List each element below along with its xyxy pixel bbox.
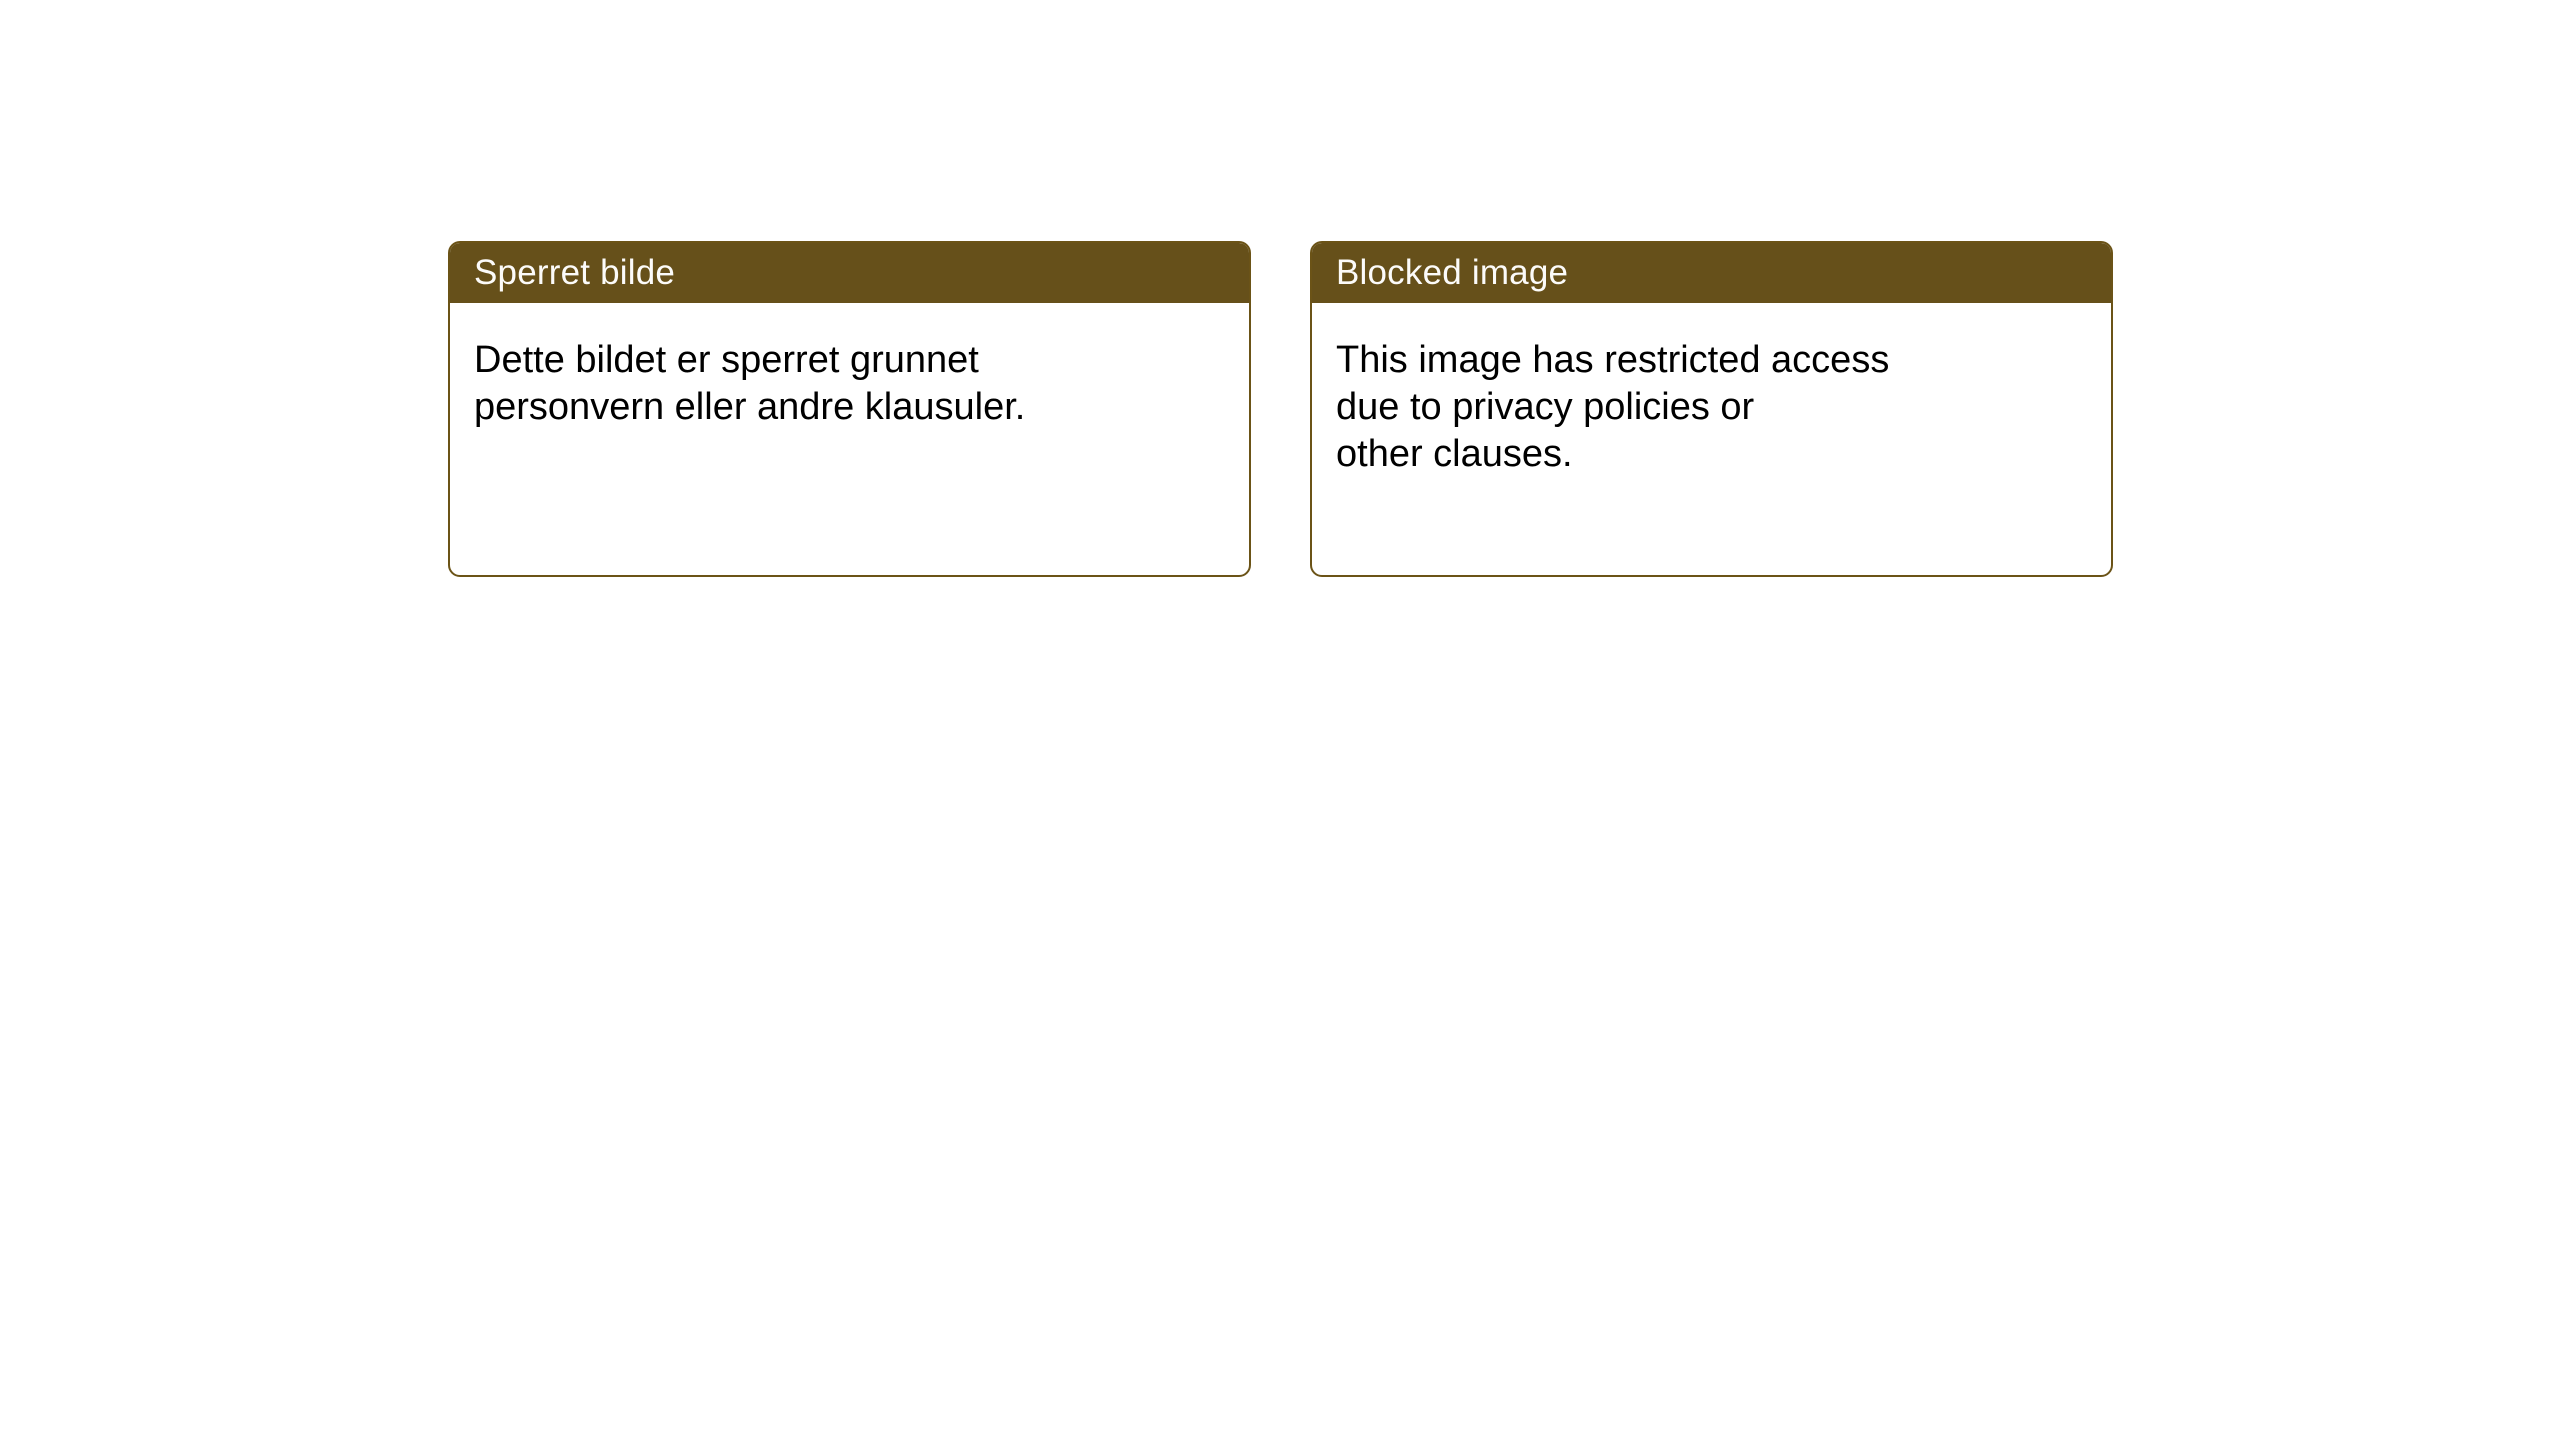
notice-body-line: other clauses.	[1336, 433, 1573, 475]
notice-body-norwegian	[450, 303, 1249, 431]
notice-title-english: Blocked image	[1336, 253, 1569, 292]
notice-card-norwegian	[448, 241, 1251, 577]
notice-body-line: personvern eller andre klausuler.	[474, 386, 1026, 428]
notice-title-norwegian: Sperret bilde	[474, 253, 676, 292]
notice-body-line: Dette bildet er sperret grunnet	[474, 339, 979, 381]
notice-card-header	[450, 243, 1249, 303]
notice-card-english	[1310, 241, 2113, 577]
notice-card-header	[1312, 243, 2111, 303]
notice-body-line: This image has restricted access	[1336, 339, 1890, 381]
notice-body-english	[1312, 303, 2111, 478]
notice-body-line: due to privacy policies or	[1336, 386, 1755, 428]
